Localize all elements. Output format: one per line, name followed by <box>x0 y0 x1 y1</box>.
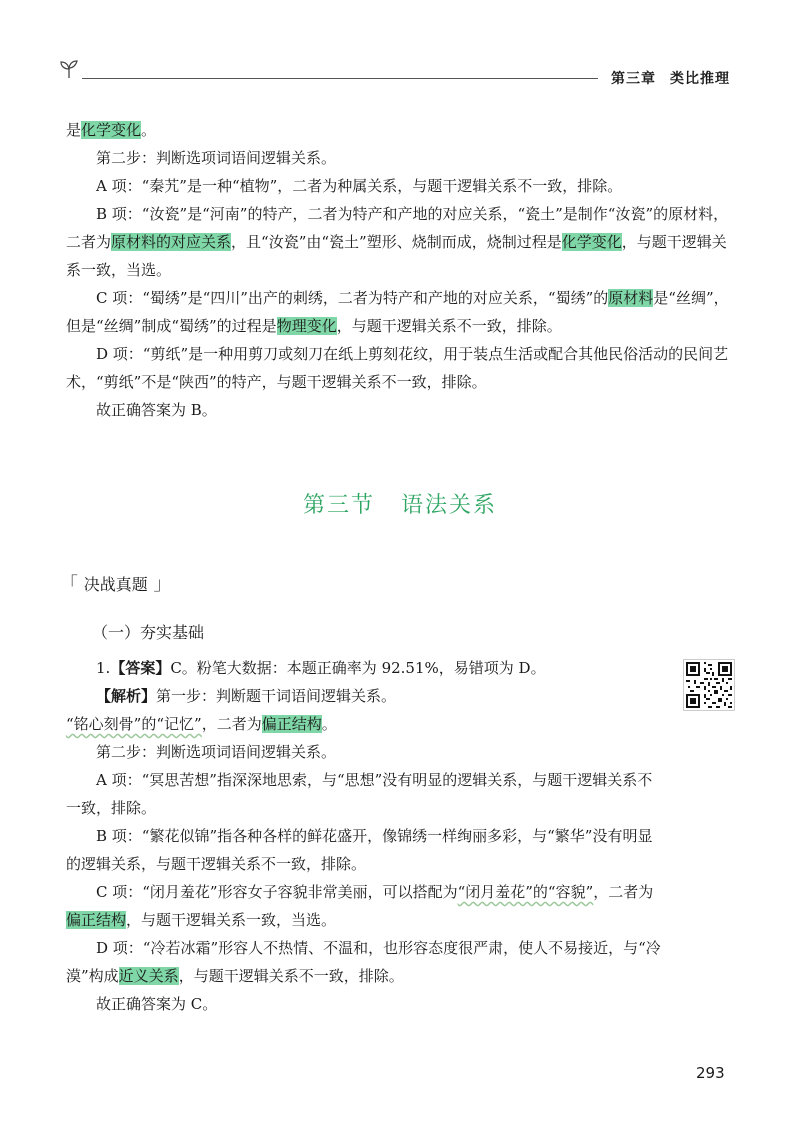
option-c-paragraph: C 项：“闭月羞花”形容女子容貌非常美丽，可以搭配为“闭月羞花”的“容貌”，二者为偏正结构，与题干逻辑关系一致，当选。 <box>66 883 654 929</box>
highlight: 原材料 <box>608 289 654 307</box>
wavy-underline: “铭心刻骨”的“记忆” <box>66 715 202 733</box>
sprout-icon <box>58 58 80 80</box>
explanation-top <box>66 116 736 424</box>
highlight: 近义关系 <box>118 967 179 985</box>
paragraph: 第二步：判断选项词语间逻辑关系。 <box>96 149 337 167</box>
analysis-line: 【解析】第一步：判断题干词语间逻辑关系。 <box>96 687 397 705</box>
highlight: 偏正结构 <box>66 911 127 929</box>
chapter-title: 类比推理 <box>670 71 730 87</box>
chapter-label <box>611 68 730 88</box>
page-number: 293 <box>696 1064 725 1082</box>
exam-heading: 「 决战真题 」 <box>60 574 172 595</box>
option-a-paragraph: A 项：“秦艽”是一种“植物”，二者为种属关系，与题干逻辑关系不一致，排除。 <box>96 177 623 195</box>
highlight: 偏正结构 <box>261 715 322 733</box>
answer-block <box>66 654 666 1018</box>
section-title <box>0 488 800 519</box>
conclusion: 故正确答案为 B。 <box>96 401 217 419</box>
option-d-paragraph: D 项：“冷若冰霜”形容人不热情、不温和，也形容态度很严肃，使人不易接近，与“冷漠”构成近义关系，与题干逻辑关系不一致，排除。 <box>66 939 661 985</box>
highlight: 物理变化 <box>276 317 337 335</box>
header-rule <box>82 78 598 79</box>
conclusion: 故正确答案为 C。 <box>96 995 218 1013</box>
stem-line: “铭心刻骨”的“记忆”，二者为偏正结构。 <box>66 715 337 733</box>
analysis-tag: 【解析】 <box>96 687 157 705</box>
wavy-underline: “闭月羞花”的“容貌” <box>457 883 594 901</box>
option-b-paragraph: B 项：“汝瓷”是“河南”的特产，二者为特产和产地的对应关系，“瓷土”是制作“汝瓷”的原材料，二者为原材料的对应关系，且“汝瓷”由“瓷土”塑形、烧制而成，烧制过程是化学变化，与题干逻辑关系一致，当选。 <box>66 205 729 279</box>
highlight: 化学变化 <box>81 121 142 139</box>
option-d-paragraph: D 项：“剪纸”是一种用剪刀或刻刀在纸上剪刻花纹，用于装点生活或配合其他民俗活动的民间艺术，“剪纸”不是“陕西”的特产，与题干逻辑关系不一致，排除。 <box>66 345 729 391</box>
chapter-number: 第三章 <box>611 71 656 87</box>
option-c-paragraph: C 项：“蜀绣”是“四川”出产的刺绣，二者为特产和产地的对应关系，“蜀绣”的原材料是“丝绸”，但是“丝绸”制成“蜀绣”的过程是物理变化，与题干逻辑关系不一致，排除。 <box>66 289 729 335</box>
qr-code-icon[interactable] <box>683 659 735 711</box>
paragraph: 是化学变化。 <box>66 121 157 139</box>
answer-tag: 【答案】 <box>110 659 171 677</box>
exam-heading-text: 决战真题 <box>83 575 148 594</box>
answer-line: 1.【答案】C。粉笔大数据：本题正确率为 92.51%，易错项为 D。 <box>96 659 546 677</box>
highlight: 原材料的对应关系 <box>111 233 232 251</box>
sub-heading: （一）夯实基础 <box>92 623 205 642</box>
step2-line: 第二步：判断选项词语间逻辑关系。 <box>96 743 337 761</box>
highlight: 化学变化 <box>561 233 622 251</box>
section-number: 第三节 <box>302 493 375 518</box>
section-name: 语法关系 <box>401 493 498 518</box>
option-b-paragraph: B 项：“繁花似锦”指各种各样的鲜花盛开，像锦绣一样绚丽多彩，与“繁华”没有明显的逻辑关系，与题干逻辑关系不一致，排除。 <box>66 827 653 873</box>
page-header <box>58 56 748 96</box>
option-a-paragraph: A 项：“冥思苦想”指深深地思索，与“思想”没有明显的逻辑关系，与题干逻辑关系不一致，排除。 <box>66 771 653 817</box>
